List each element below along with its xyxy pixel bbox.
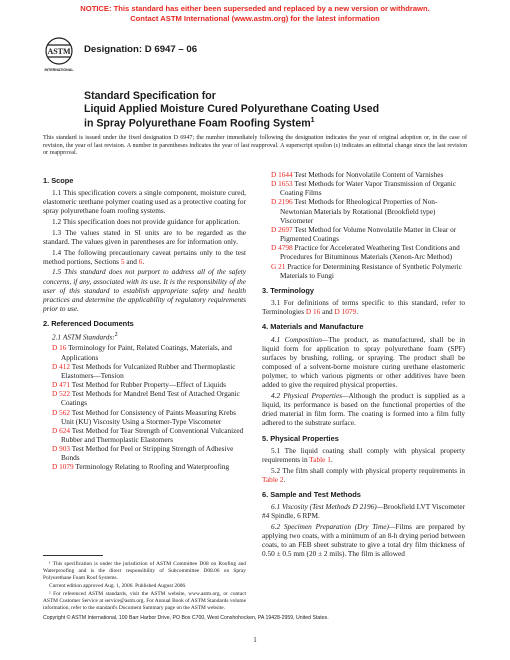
reference-item bbox=[262, 170, 465, 179]
reference-code-link[interactable]: D 16 bbox=[52, 343, 67, 353]
designation: Designation: D 6947 – 06 bbox=[84, 44, 198, 55]
paragraph-6-1-text: Brookfield LVT Viscometer #4 Spindle, 6 RPM. bbox=[262, 502, 465, 521]
reference-item bbox=[262, 262, 465, 280]
paragraph-4-2-text: Although the product is supplied as a liquid, its performance is based on the functional properties of the dried material in film form. The coating is formed into a film fully adhered to the substrate surface. bbox=[262, 390, 465, 428]
reference-title: Test Methods for Nonvolatile Content of Varnishes bbox=[294, 170, 444, 179]
paragraph-1-4-end: . bbox=[142, 256, 145, 266]
paragraph-4-2-lead: 4.2 Physical Properties— bbox=[271, 390, 349, 400]
reference-code-link[interactable]: G 21 bbox=[271, 261, 286, 271]
paragraph-6-1-lead: 6.1 Viscosity (Test Methods D 2196)— bbox=[271, 502, 384, 511]
link-section-5[interactable]: 5 bbox=[120, 256, 125, 266]
astm-international-logo bbox=[43, 36, 75, 74]
footnote-2: ² For referenced ASTM standards, visit the ASTM website, www.astm.org, or contact ASTM Customer Service at service@astm.org. For Annual Book of ASTM Standards volume information, refer to the standard's Document Summary page on the ASTM website. bbox=[43, 591, 246, 611]
link-section-6[interactable]: 6 bbox=[138, 256, 143, 266]
left-column bbox=[43, 170, 246, 472]
document-title bbox=[84, 90, 474, 130]
footnote-1: ¹ This specification is under the jurisdiction of ASTM Committee D08 on Roofing and Waterproofing and is the direct responsibility of Subcommittee D08.06 on Spray Polyurethane Foam Roof Systems. bbox=[43, 561, 246, 581]
reference-item bbox=[43, 462, 246, 471]
reference-code-link[interactable]: D 1079 bbox=[52, 462, 74, 472]
link-d1079[interactable]: D 1079 bbox=[334, 307, 357, 317]
reference-item bbox=[262, 197, 465, 224]
paragraph-1-5 bbox=[43, 267, 246, 313]
section-heading-sample-test-methods: 6. Sample and Test Methods bbox=[262, 489, 361, 499]
footnote-mark-2: 2 bbox=[114, 332, 118, 339]
paragraph-5-2-text: 5.2 The film shall comply with physical property requirements in bbox=[271, 465, 465, 475]
right-column bbox=[262, 170, 465, 560]
reference-code-link[interactable]: D 4798 bbox=[271, 243, 293, 253]
section-heading-terminology: 3. Terminology bbox=[262, 285, 315, 295]
reference-title: Test Methods for Rheological Properties of Non-Newtonian Materials by Rotational (Brookfield type) Viscometer bbox=[280, 197, 438, 225]
footnotes bbox=[43, 561, 246, 613]
paragraph-6-2 bbox=[262, 522, 465, 559]
withdrawn-notice bbox=[0, 4, 510, 23]
paragraph-6-1 bbox=[262, 502, 465, 520]
paragraph-6-2-text: Films are prepared by applying two coats, with a minimum of an 8-h drying period between coats, to an FEB sheet substrate to give a total dry film thickness of 0.50 ± 0.5 mm (20 ± 2 mils). The film is allowed bbox=[262, 521, 466, 559]
paragraph-1-4-and: and bbox=[126, 256, 137, 266]
paragraph-1-4 bbox=[43, 248, 246, 266]
reference-code-link[interactable]: D 412 bbox=[52, 361, 71, 371]
reference-title: Terminology Relating to Roofing and Waterproofing bbox=[75, 462, 230, 472]
paragraph-2-1-text: 2.1 ASTM Standards: bbox=[52, 332, 115, 342]
reference-code-link[interactable]: D 1644 bbox=[271, 170, 293, 179]
section-heading-materials: 4. Materials and Manufacture bbox=[262, 322, 364, 332]
reference-title: Test Methods for Water Vapor Transmission of Organic Coating Films bbox=[280, 179, 457, 198]
link-d16[interactable]: D 16 bbox=[305, 307, 321, 317]
reference-title: Test Method for Consistency of Paints Measuring Krebs Unit (KU) Viscosity Using a Stormer-Type Viscometer bbox=[61, 407, 237, 426]
section-heading-physical-properties: 5. Physical Properties bbox=[262, 433, 339, 443]
reference-code-link[interactable]: D 2196 bbox=[271, 197, 293, 207]
svg-text:ASTM: ASTM bbox=[47, 47, 71, 56]
section-heading-scope: 1. Scope bbox=[43, 176, 74, 185]
paragraph-4-1 bbox=[262, 335, 465, 390]
reference-item bbox=[43, 343, 246, 361]
paragraph-3-1-text: 3.1 For definitions of terms specific to this standard, refer to Terminologies bbox=[262, 298, 465, 317]
svg-text:INTERNATIONAL: INTERNATIONAL bbox=[44, 68, 74, 72]
reference-title: Practice for Determining Resistance of Synthetic Polymeric Materials to Fungi bbox=[280, 261, 462, 280]
reference-item bbox=[43, 380, 246, 389]
title-line-3-text: in Spray Polyurethane Foam Roofing System bbox=[84, 117, 311, 130]
reference-code-link[interactable]: D 624 bbox=[52, 425, 71, 435]
preamble: This standard is issued under the fixed designation D 6947; the number immediately following the designation indicates the year of original adoption or, in the case of revision, the year of last revision. A number in parentheses indicates the year of last reapproval. A superscript epsilon (ε) indicates an editorial change since the last revision or reapproval. bbox=[43, 135, 467, 157]
reference-code-link[interactable]: D 2697 bbox=[271, 224, 293, 234]
link-table-1[interactable]: Table 1 bbox=[309, 454, 331, 464]
title-line-2: Liquid Applied Moisture Cured Polyurethane Coating Used bbox=[84, 102, 380, 115]
reference-item bbox=[43, 426, 246, 444]
reference-title: Test Method for Rubber Property—Effect of Liquids bbox=[71, 380, 226, 390]
paragraph-5-2-end: . bbox=[283, 474, 286, 484]
reference-item bbox=[262, 179, 465, 197]
paragraph-4-1-lead: 4.1 Composition— bbox=[271, 334, 329, 344]
notice-line-2: Contact ASTM International (www.astm.org) for the latest information bbox=[130, 13, 380, 23]
reference-list-left bbox=[43, 343, 246, 471]
reference-title: Test Method for Tear Strength of Conventional Vulcanized Rubber and Thermoplastic Elastomers bbox=[61, 425, 244, 444]
reference-code-link[interactable]: D 1653 bbox=[271, 179, 293, 189]
reference-code-link[interactable]: D 522 bbox=[52, 389, 71, 399]
title-footnote-mark: 1 bbox=[310, 117, 315, 125]
paragraph-1-3: 1.3 The values stated in SI units are to be regarded as the standard. The values given in parentheses are for information only. bbox=[43, 227, 246, 246]
paragraph-3-1-and: and bbox=[322, 307, 333, 317]
paragraph-1-5-text: 1.5 This standard does not purport to address all of the safety concerns, if any, associated with its use. It is the responsibility of the user of this standard to establish appropriate safety and health practices and determine the applicability of regulatory requirements prior to use. bbox=[43, 267, 246, 314]
paragraph-4-2 bbox=[262, 391, 465, 428]
reference-code-link[interactable]: D 903 bbox=[52, 444, 71, 454]
paragraph-5-1-text: 5.1 The liquid coating shall comply with physical property requirements in bbox=[262, 445, 465, 464]
reference-item bbox=[262, 243, 465, 261]
copyright-line: Copyright © ASTM International, 100 Barr Harbor Drive, PO Box C700, West Conshohocken, PA 19428-2959, United States. bbox=[43, 615, 329, 621]
title-line-1: Standard Specification for bbox=[84, 90, 216, 102]
paragraph-4-1-text: The product, as manufactured, shall be in liquid form for application to spray polyurethane foam (SPF) surfaces by brushing, rolling, or spraying. The product shall be composed of a solvent-borne moisture curing urethane elastomeric polymer, to which various pigments or other additives have been added to give the required physical properties. bbox=[262, 334, 466, 390]
link-table-2[interactable]: Table 2 bbox=[262, 474, 284, 484]
paragraph-5-2 bbox=[262, 466, 465, 484]
paragraph-1-1: 1.1 This specification covers a single component, moisture cured, elastomeric urethane polymer coating used as a protective coating for spray polyurethane foam roofing systems. bbox=[43, 188, 246, 216]
reference-code-link[interactable]: D 471 bbox=[52, 380, 71, 390]
notice-line-1: NOTICE: This standard has either been superseded and replaced by a new version or withdrawn. bbox=[80, 4, 430, 13]
paragraph-3-1-end: . bbox=[356, 307, 359, 317]
section-heading-referenced-documents: 2. Referenced Documents bbox=[43, 319, 134, 329]
reference-title: Practice for Accelerated Weathering Test Conditions and Procedures for Bituminous Materials (Xenon-Arc Method) bbox=[280, 243, 460, 262]
paragraph-1-4-text: 1.4 The following precautionary caveat pertains only to the test method portions, Sections bbox=[43, 247, 246, 266]
reference-item bbox=[43, 408, 246, 426]
reference-item bbox=[262, 225, 465, 243]
paragraph-5-1 bbox=[262, 446, 465, 464]
reference-title: Test Methods for Mandrel Bend Test of Attached Organic Coatings bbox=[61, 389, 240, 408]
paragraph-3-1 bbox=[262, 298, 465, 316]
footnote-1-edition: Current edition approved Aug. 1, 2006. Published August 2006. bbox=[49, 582, 187, 589]
reference-code-link[interactable]: D 562 bbox=[52, 407, 71, 417]
paragraph-1-2: 1.2 This specification does not provide guidance for application. bbox=[52, 217, 240, 227]
reference-title: Test Method for Volume Nonvolatile Matter in Clear or Pigmented Coatings bbox=[280, 224, 457, 244]
footnote-divider bbox=[43, 555, 103, 556]
page-number: 1 bbox=[253, 636, 257, 644]
reference-item bbox=[43, 389, 246, 407]
reference-title: Terminology for Paint, Related Coatings, Materials, and Applications bbox=[61, 343, 232, 362]
reference-list-right bbox=[262, 170, 465, 280]
reference-item bbox=[43, 362, 246, 380]
reference-title: Test Method for Peel or Stripping Strength of Adhesive Bonds bbox=[61, 444, 234, 463]
paragraph-5-1-end: . bbox=[330, 454, 333, 464]
paragraph-2-1 bbox=[43, 331, 246, 342]
title-line-3 bbox=[84, 115, 474, 130]
paragraph-6-2-lead: 6.2 Specimen Preparation (Dry Time)— bbox=[271, 521, 396, 531]
reference-item bbox=[43, 444, 246, 462]
reference-title: Test Methods for Vulcanized Rubber and Thermoplastic Elastomers—Tension bbox=[61, 361, 236, 380]
